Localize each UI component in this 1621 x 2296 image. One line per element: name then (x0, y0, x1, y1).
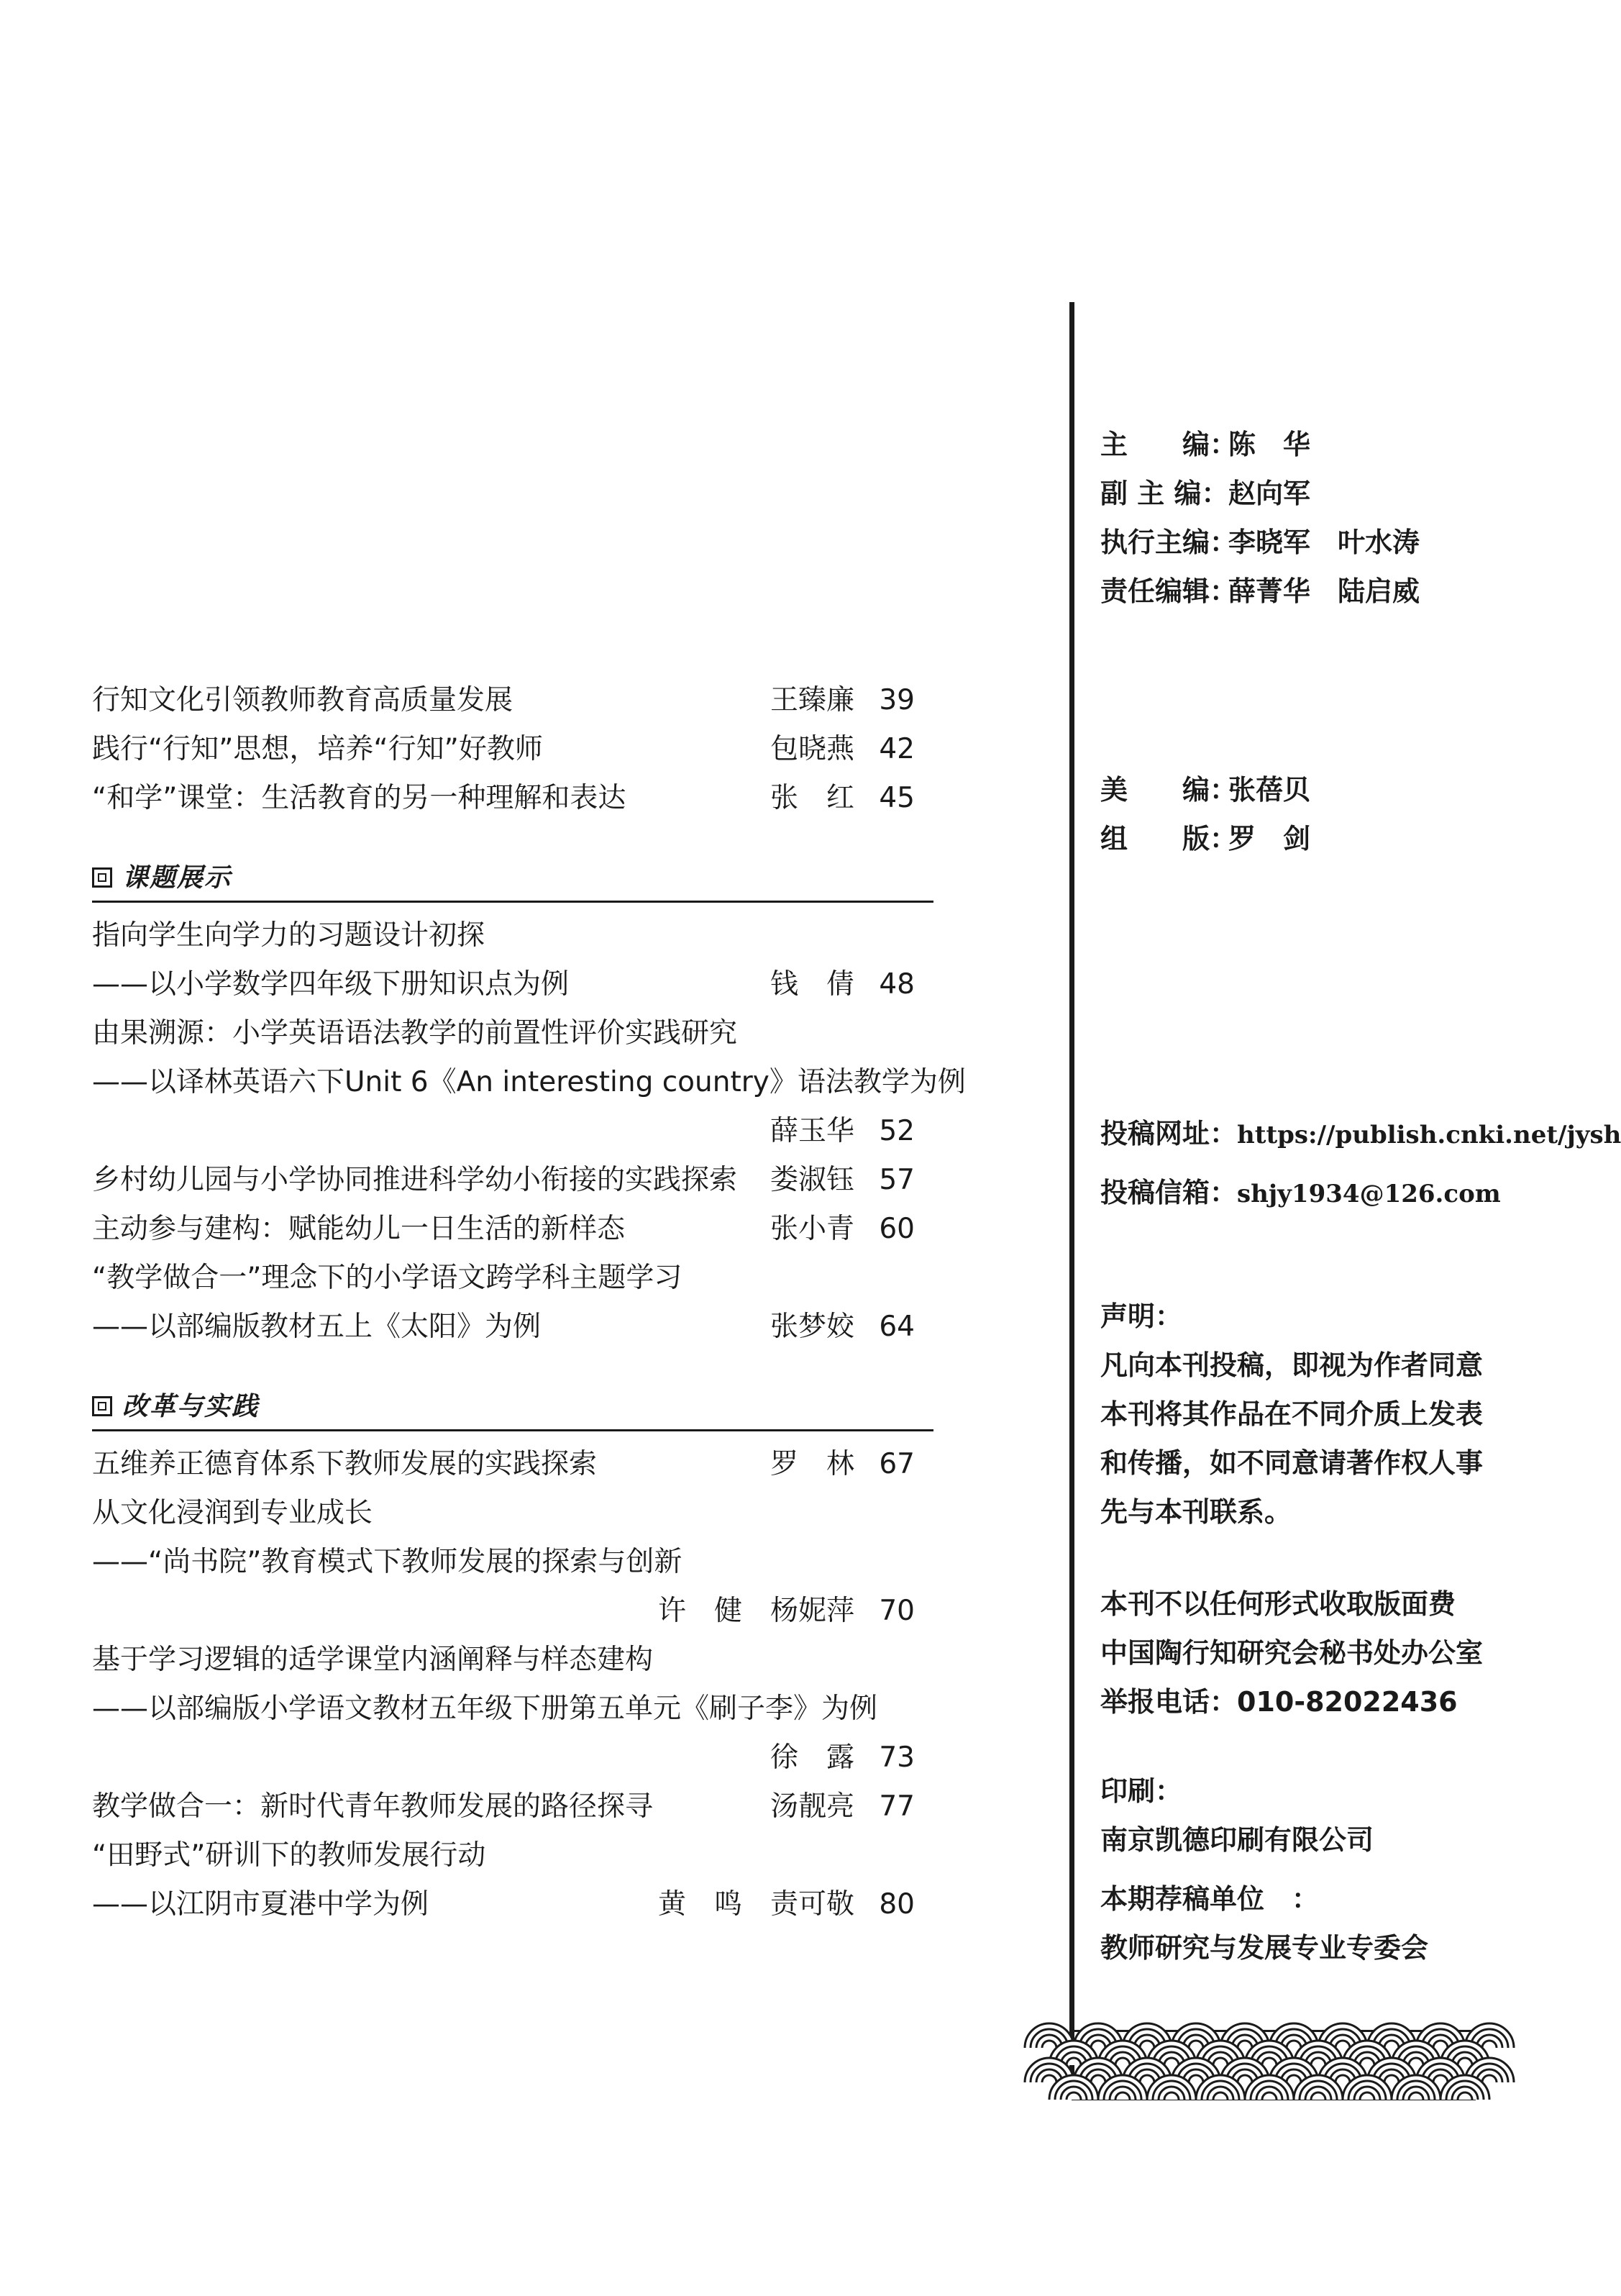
toc-entry-title: 基于学习逻辑的适学课堂内涵阐释与样态建构 (92, 1644, 654, 1676)
staff-line (1100, 420, 1420, 469)
office-line: 举报电话：010-82022436 (1100, 1686, 1458, 1718)
toc-entry-author: 钱 倩 (770, 968, 854, 1001)
toc-entry-title: 五维养正德育体系下教师发展的实践探索 (92, 1448, 598, 1480)
toc-entry[interactable] (92, 1058, 966, 1107)
toc-entry-author: 包晓燕 (770, 733, 854, 765)
toc-entry[interactable] (92, 1734, 933, 1782)
toc-entry-title: 由果溯源：小学英语语法教学的前置性评价实践研究 (92, 1017, 738, 1049)
staff-name: 薛菁华 陆启威 (1228, 575, 1420, 607)
toc-entry-page: 57 (879, 1164, 915, 1196)
toc-entry[interactable] (92, 1538, 933, 1587)
table-of-contents (92, 676, 966, 1929)
staff-line (1100, 814, 1310, 863)
column-divider (1069, 302, 1074, 2099)
toc-entry-page: 52 (879, 1115, 915, 1147)
staff-line (1100, 469, 1420, 518)
toc-entry[interactable] (92, 676, 933, 725)
toc-entry[interactable] (92, 1009, 933, 1058)
editorial-staff (1100, 420, 1420, 616)
toc-entry-page: 67 (879, 1448, 915, 1480)
toc-entry-page: 64 (879, 1311, 915, 1343)
recommend-info (1100, 1874, 1428, 1972)
toc-entry-page: 70 (879, 1595, 915, 1627)
toc-entry-page: 60 (879, 1213, 915, 1245)
submission-email[interactable]: shjy1934@126.com (1237, 1180, 1501, 1208)
toc-entry[interactable] (92, 725, 933, 774)
toc-entry-author: 罗 林 (770, 1448, 854, 1480)
square-bullet-icon (92, 1396, 112, 1416)
staff-role: 责任编辑： (1100, 575, 1238, 607)
toc-entry-title: ——以江阴市夏港中学为例 (92, 1888, 429, 1921)
toc-entry[interactable] (92, 1107, 933, 1156)
design-staff (1100, 765, 1310, 863)
toc-section-label: 课题展示 (122, 863, 232, 893)
submission-info (1100, 1109, 1621, 1217)
toc-entry-title: 教学做合一：新时代青年教师发展的路径探寻 (92, 1790, 654, 1823)
staff-line (1100, 518, 1420, 567)
staff-line (1100, 567, 1420, 616)
staff-role: 执行主编： (1100, 527, 1238, 558)
toc-entry[interactable] (92, 1782, 933, 1831)
toc-section-label: 改革与实践 (122, 1392, 260, 1421)
toc-entry-title: ——以小学数学四年级下册知识点为例 (92, 968, 570, 1001)
toc-section-heading (92, 860, 933, 903)
toc-entry-author: 徐 露 (770, 1741, 854, 1774)
toc-entry-page: 45 (879, 782, 915, 814)
wave-pattern-icon (1074, 2032, 1474, 2098)
toc-entry-title: “和学”课堂：生活教育的另一种理解和表达 (92, 782, 626, 814)
staff-name: 罗 剑 (1228, 823, 1311, 855)
office-line: 本刊不以任何形式收取版面费 (1100, 1588, 1456, 1620)
toc-entry[interactable] (92, 1489, 933, 1538)
toc-entry[interactable] (92, 774, 933, 823)
toc-section-heading (92, 1389, 933, 1431)
toc-entry-author: 张小青 (770, 1213, 854, 1245)
office-line: 中国陶行知研究会秘书处办公室 (1100, 1637, 1484, 1669)
submission-url[interactable]: https://publish.cnki.net/jysh (1237, 1121, 1621, 1149)
recommend-label: 本期荐稿单位 ： (1100, 1883, 1320, 1915)
toc-entry-title: ——“尚书院”教育模式下教师发展的探索与创新 (92, 1546, 682, 1578)
toc-entry[interactable] (92, 1587, 933, 1636)
toc-entry-author: 王臻廉 (770, 684, 854, 716)
staff-role: 组 版： (1100, 823, 1238, 855)
toc-entry[interactable] (92, 1831, 933, 1880)
toc-entry-author: 张梦姣 (770, 1311, 854, 1343)
toc-entry-page: 80 (879, 1888, 915, 1921)
toc-entry-title: “田野式”研训下的教师发展行动 (92, 1839, 486, 1872)
toc-entry-title: 行知文化引领教师教育高质量发展 (92, 684, 513, 716)
notice-title: 声明： (1100, 1300, 1183, 1332)
printing-label: 印刷： (1100, 1775, 1183, 1807)
notice-block (1100, 1292, 1503, 1536)
square-bullet-icon (92, 867, 112, 888)
toc-entry[interactable] (92, 1685, 933, 1734)
staff-name: 陈 华 (1228, 429, 1311, 460)
toc-intro-list (92, 676, 933, 823)
toc-entry[interactable] (92, 1303, 933, 1352)
staff-name: 赵向军 (1228, 478, 1311, 509)
staff-name: 张蓓贝 (1228, 774, 1311, 806)
toc-entry-title: ——以部编版教材五上《太阳》为例 (92, 1311, 542, 1343)
printing-value: 南京凯德印刷有限公司 (1100, 1824, 1374, 1856)
toc-entry[interactable] (92, 911, 933, 960)
toc-entry-title: 从文化浸润到专业成长 (92, 1497, 373, 1529)
toc-entry-title: “教学做合一”理念下的小学语文跨学科主题学习 (92, 1262, 682, 1294)
toc-entry[interactable] (92, 1254, 933, 1303)
toc-sections (92, 860, 966, 1929)
toc-entry-author: 许 健 杨妮萍 (657, 1595, 854, 1627)
submission-email-label: 投稿信箱： (1100, 1177, 1238, 1208)
toc-entry[interactable] (92, 1205, 933, 1254)
notice-body: 凡向本刊投稿，即视为作者同意本刊将其作品在不同介质上发表和传播，如不同意请著作权人事先与本刊联系。 (1100, 1349, 1484, 1528)
staff-role: 副 主 编： (1100, 478, 1229, 509)
toc-entry-page: 42 (879, 733, 915, 765)
submission-url-label: 投稿网址： (1100, 1118, 1238, 1149)
staff-name: 李晓军 叶水涛 (1228, 527, 1420, 558)
toc-entry-title: 践行“行知”思想，培养“行知”好教师 (92, 733, 543, 765)
toc-entry[interactable] (92, 1156, 933, 1205)
toc-entry-author: 汤靓亮 (770, 1790, 854, 1823)
toc-entry-title: 乡村幼儿园与小学协同推进科学幼小衔接的实践探索 (92, 1164, 738, 1196)
toc-entry-author: 娄淑钰 (770, 1164, 854, 1196)
printing-info (1100, 1767, 1374, 1864)
recommend-value: 教师研究与发展专业专委会 (1100, 1932, 1429, 1964)
toc-entry[interactable] (92, 1880, 933, 1929)
toc-entry[interactable] (92, 960, 933, 1009)
toc-entry[interactable] (92, 1440, 933, 1489)
toc-entry-page: 39 (879, 684, 915, 716)
toc-entry-author: 张 红 (770, 782, 854, 814)
toc-entry-title: ——以译林英语六下Unit 6《An interesting country》语法教学为例 (92, 1066, 966, 1098)
wave-pattern-decoration (1072, 2030, 1476, 2100)
toc-entry-title: 主动参与建构：赋能幼儿一日生活的新样态 (92, 1213, 626, 1245)
toc-entry[interactable] (92, 1636, 933, 1685)
staff-line (1100, 765, 1310, 814)
toc-entry-title: ——以部编版小学语文教材五年级下册第五单元《刷子李》为例 (92, 1693, 878, 1725)
office-info (1100, 1580, 1483, 1726)
toc-entry-page: 73 (879, 1741, 915, 1774)
toc-entry-page: 77 (879, 1790, 915, 1823)
staff-role: 美 编： (1100, 774, 1238, 806)
toc-entry-author: 薛玉华 (770, 1115, 854, 1147)
staff-role: 主 编： (1100, 429, 1238, 460)
toc-entry-title: 指向学生向学力的习题设计初探 (92, 919, 485, 952)
toc-entry-page: 48 (879, 968, 915, 1001)
toc-entry-author: 黄 鸣 责可敬 (657, 1888, 854, 1921)
